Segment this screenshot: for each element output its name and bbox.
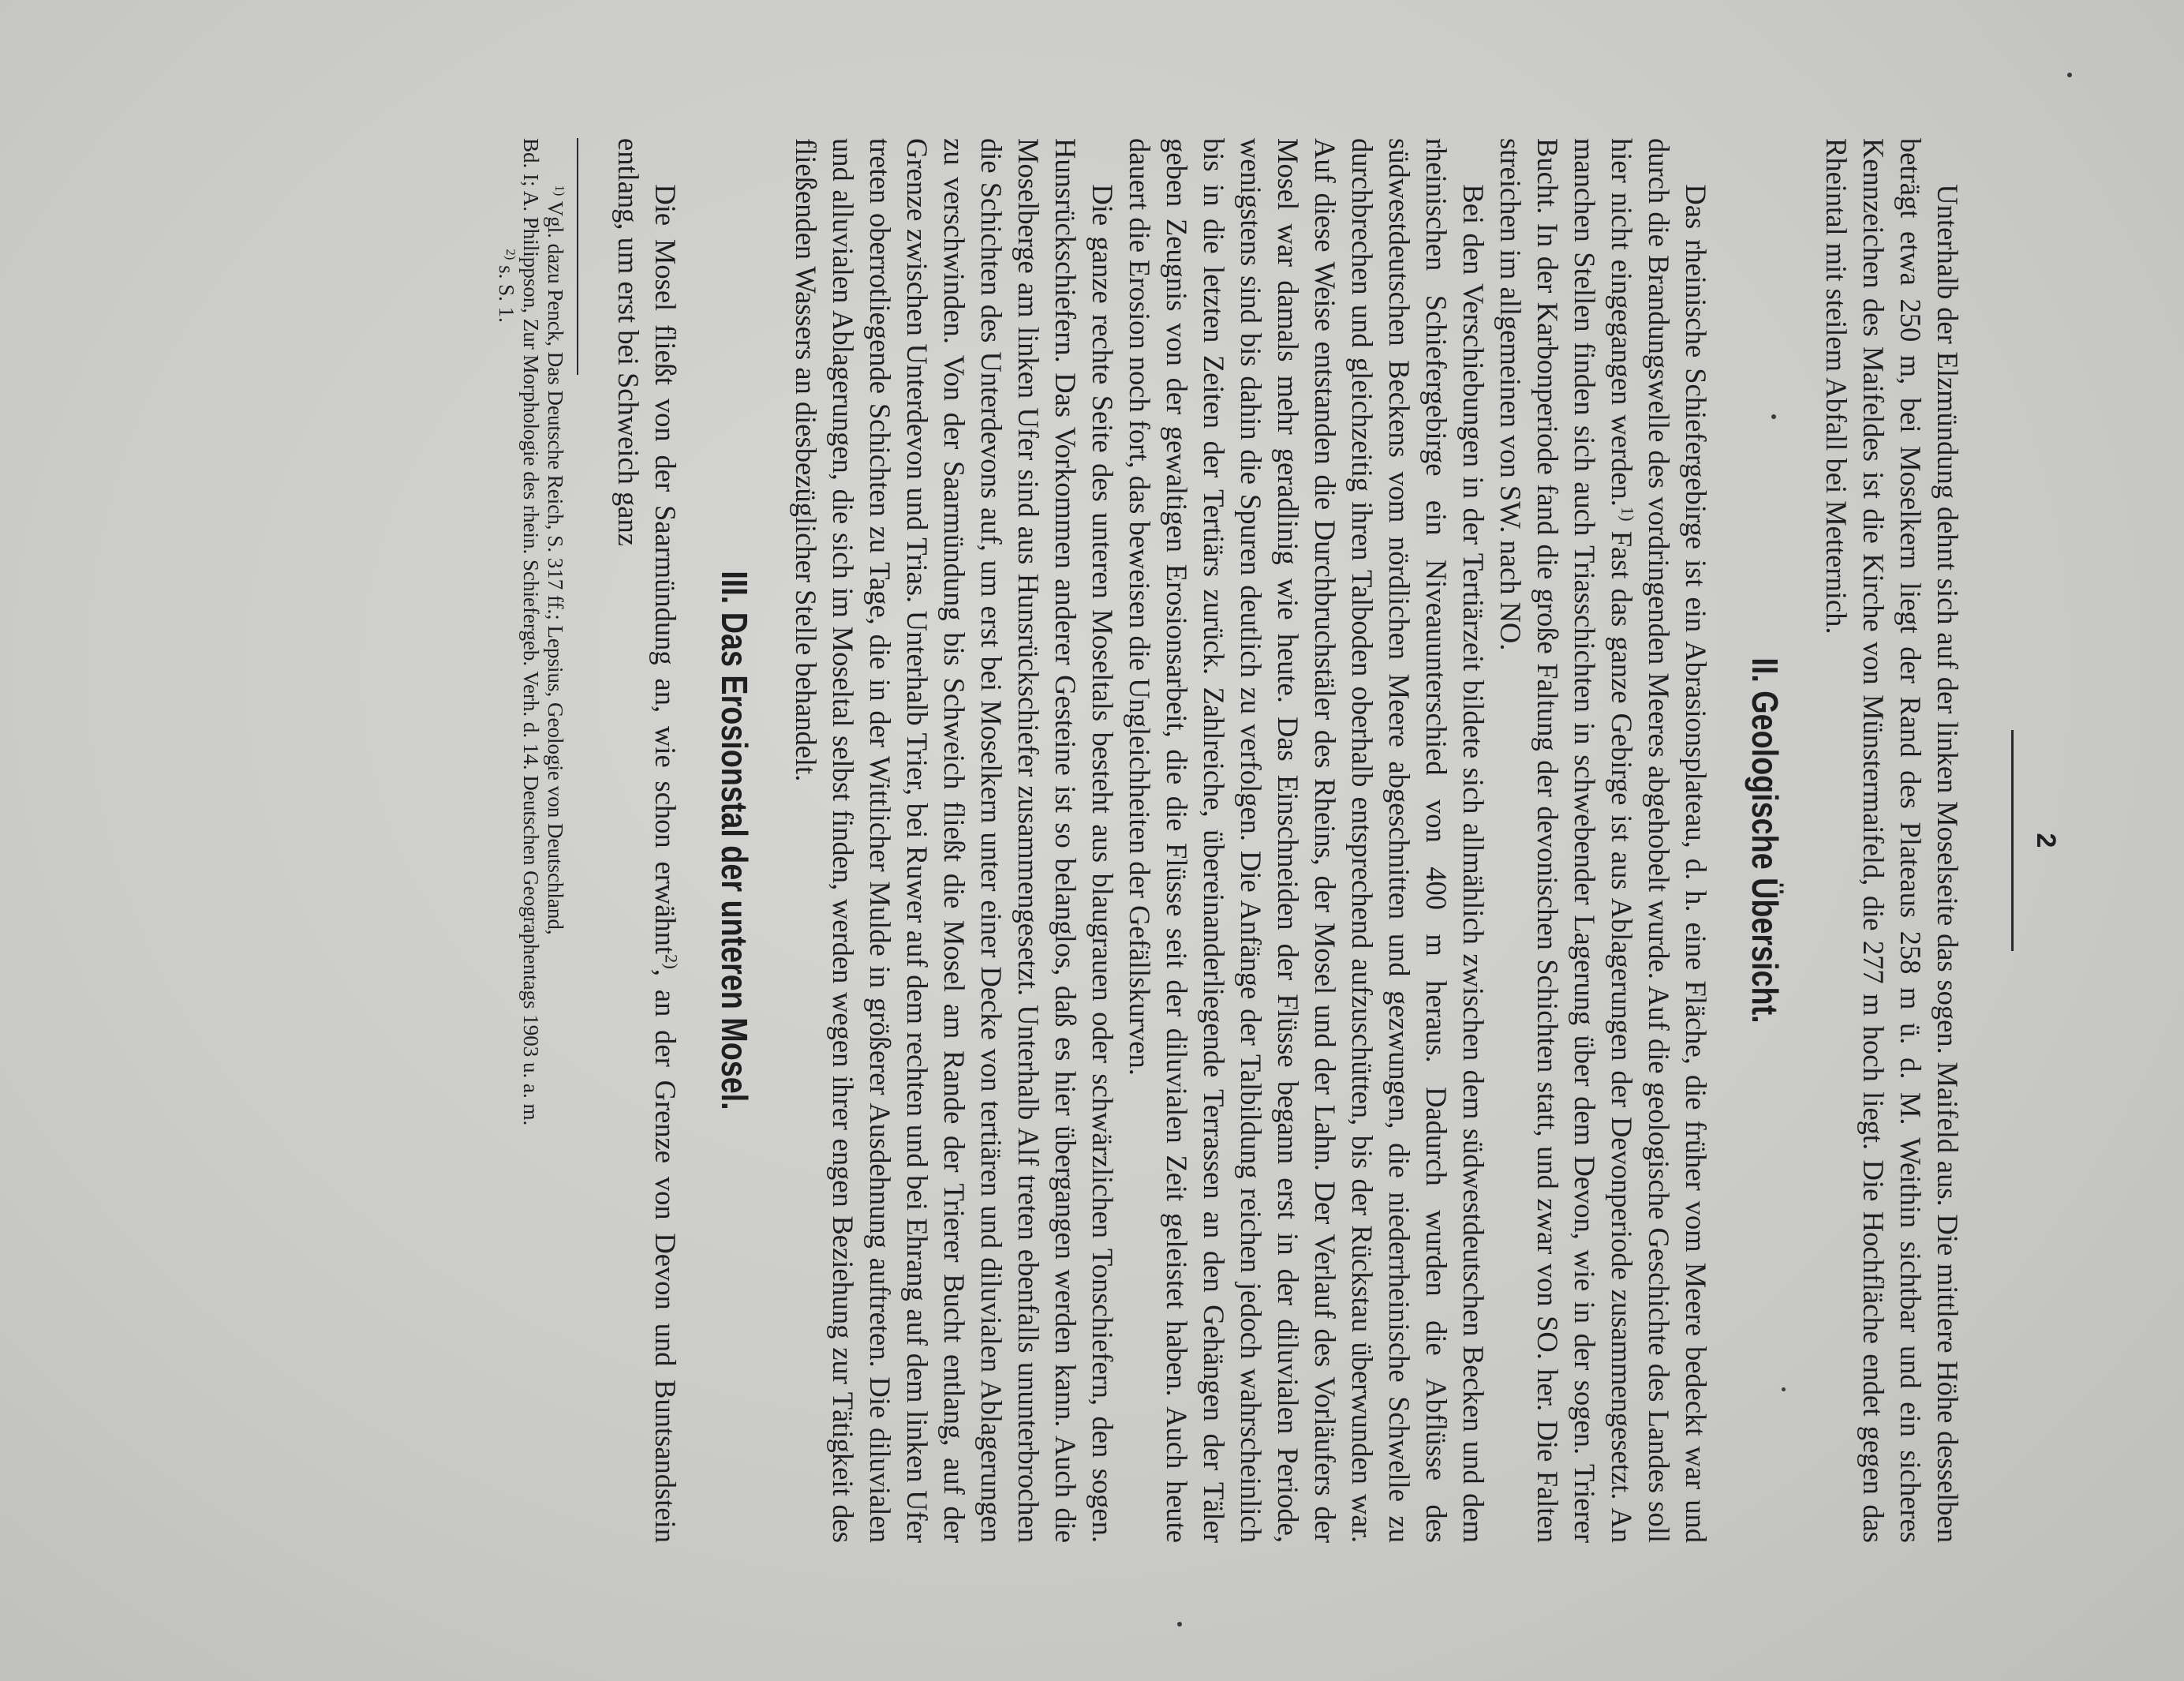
footnote-2-text: s. S. 1. [495,260,518,323]
footnote-reference-2[interactable]: 2) [661,954,682,969]
footnote-rule [577,138,578,375]
paragraph-text: Fast das ganze Gebirge ist aus Ablagerungen der Devonperiode zusammengesetzt. An manchen Stellen finden sich auch Triasschichten in schwebender Lagerung über dem Devon, wie in der sogen. Trierer Bucht. In der Karbonperiode fand die große Faltung der devonischen Schichten statt, und zwar von SO. her. Die Falten streichen im allgemeinen von SW. nach NO. [1494,138,1638,1543]
footnote-mark-2: 2) [503,249,519,260]
page-number-rule [2011,730,2014,951]
paragraph-tertiaerzeit: Bei den Verschiebungen in der Tertiärzeit bildete sich allmählich zwischen dem südwestdeutschen Becken und dem rheinischen Schiefergebirge ein Niveauunterschied von 400 m heraus. Dadurch wurden die Abflüsse des südwestdeutschen Beckens vom nördlichen Meere abgeschnitten und gezwungen, die niederrheinische Schwelle zu durchbrechen und gleichzeitig ihren Talboden oberhalb entsprechend aufzuschütten, bis der Rückstau überwunden war. Auf diese Weise entstanden die Durchbruchstäler des Rheins, der Mosel und der Lahn. Der Verlauf des Vorläufers der Mosel war damals mehr geradlinig wie heute. Das Einschneiden der Flüsse begann erst in der diluvialen Periode, wenigstens sind bis dahin die Spuren deutlich zu verfolgen. Die Anfänge der Talbildung reichen jedoch wahrscheinlich bis in die letzten Zeiten der Tertiärs zurück. Zahlreiche, übereinanderliegende Terrassen an den Gehängen der Täler geben Zeugnis von der gewaltigen Erosionsarbeit, die die Flüsse seit der diluvialen Zeit geleistet haben. Auch heute dauert die Erosion noch fort, das beweisen die Ungleichheiten der Gefällskurven. [1124,138,1490,1543]
footnote-reference-1[interactable]: 1) [1617,506,1638,522]
paragraph-text: Das rheinische Schiefergebirge ist ein Abrasionsplateau, d. h. eine Fläche, die früher vom Meere bedeckt war und durch die Brandungswelle des vordringenden Meeres abgehobelt wurde. Auf die geologische Geschichte des Landes soll hier nicht eingegangen werden. [1606,138,1712,1543]
section-heading-erosionstal: III. Das Erosionstal der unteren Mosel. [714,571,755,1110]
body-text [494,138,1966,1543]
paragraph-mosel-verlauf [610,138,684,1543]
footnote-1-continued: Bd. I; A. Philippson, Zur Morphologie des rhein. Schiefergeb. Verh. d. 14. Deutschen Geographentags 1903 u. a. m. [519,138,543,1126]
footnotes [494,138,567,1543]
paragraph-schiefergebirge [1492,138,1715,1543]
document-page [104,51,2077,1630]
footnote-1-text: Vgl. dazu Penck, Das Deutsche Reich, S. 317 ff.; Lepsius, Geologie von Deutschland, [544,196,567,935]
footnote-2 [494,138,518,1543]
footnote-1 [543,138,567,1543]
page-number: 2 [2031,833,2061,848]
paragraph-text: Die Mosel fließt von der Saarmündung an, wie schon erwähnt [649,184,682,955]
paragraph-moseltal-gesteine: Die ganze rechte Seite des unteren Moseltals besteht aus blaugrauen oder schwärzlichen Tonschiefern, den sogen. Hunsrückschiefern. Das Vorkommen anderer Gesteine ist so belanglos, daß es hier übergangen werden kann. Auch die Moselberge am linken Ufer sind aus Hunsrückschiefer zusammengesetzt. Unterhalb Alf treten ebenfalls ununterbrochen die Schichten des Unterdevons auf, um erst bei Moselkern unter einer Decke von tertiären und diluvialen Ablagerungen zu verschwinden. Von der Saarmündung bis Schweich fließt die Mosel am Rande der Trierer Bucht entlang, auf der Grenze zwischen Unterdevon und Trias. Unterhalb Trier, bei Ruwer auf dem rechten und bei Ehrang auf dem linken Ufer treten oberrotliegende Schichten zu Tage, die in der Wittlicher Mulde in größerer Ausdehnung auftreten. Die diluvialen und alluvialen Ablagerungen, die sich im Moseltal selbst finden, werden wegen ihrer engen Beziehung zur Tätigkeit des fließenden Wassers an diesbezüglicher Stelle behandelt. [790,138,1119,1543]
footnote-mark-1: 1) [552,185,568,197]
paragraph-maifeld: Unterhalb der Elzmündung dehnt sich auf der linken Moselseite das sogen. Maifeld aus. Die mittlere Höhe desselben beträgt etwa 250 m, bei Moselkern liegt der Rand des Plateaus 258 m ü. d. M. Weithin sichtbar und ein sicheres Kennzeichen des Maifeldes ist die Kirche von Münstermaifeld, die 277 m hoch liegt. Die Hochfläche endet gegen das Rheintal mit steilem Abfall bei Metternich. [1820,138,1964,1543]
paragraph-text: , an der Grenze von Devon und Buntsandstein entlang, um erst bei Schweich ganz [612,138,682,1543]
section-heading-geologische-uebersicht: II. Geologische Übersicht. [1745,657,1786,1024]
